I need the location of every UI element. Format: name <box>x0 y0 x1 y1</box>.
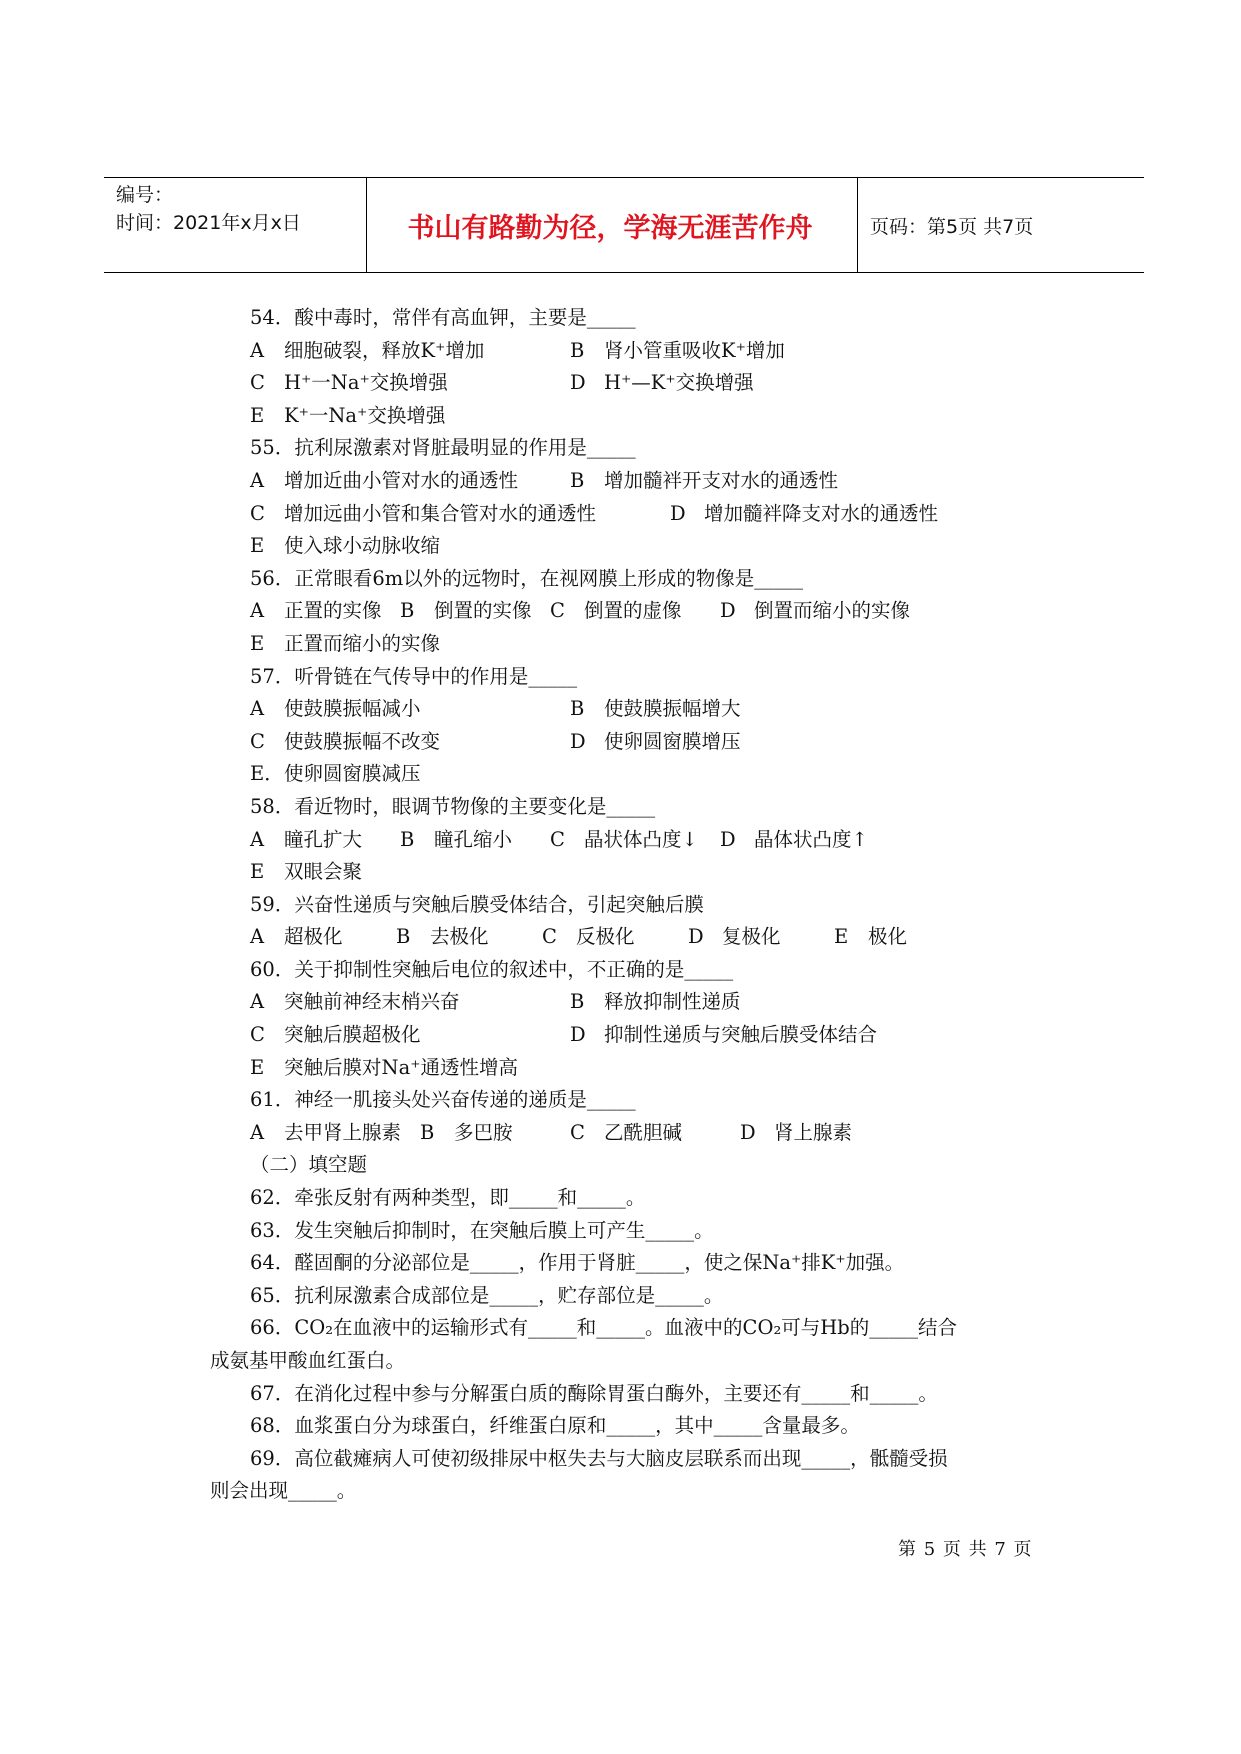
option-letter: C <box>570 1120 585 1144</box>
option <box>570 1019 877 1052</box>
option <box>720 595 910 628</box>
option <box>542 921 688 954</box>
option-letter: D <box>570 1023 586 1047</box>
option <box>250 335 570 368</box>
option <box>250 628 440 661</box>
option-text: 增加髓袢开支对水的通透性 <box>604 468 839 492</box>
option-text: 增加远曲小管和集合管对水的通透性 <box>284 501 597 525</box>
option <box>570 335 785 368</box>
header-divider-left <box>366 178 367 272</box>
question-stem: 60．关于抑制性突触后电位的叙述中，不正确的是_____ <box>250 957 734 981</box>
exam-content <box>210 302 1050 1508</box>
options-row <box>210 726 1050 759</box>
option-letter: E <box>250 631 265 655</box>
options-row <box>210 921 1050 954</box>
fill-question: 69．高位截瘫病人可使初级排尿中枢失去与大脑皮层联系而出现_____，骶髓受损 <box>250 1446 948 1470</box>
option <box>400 595 550 628</box>
option-text: 倒置而缩小的实像 <box>754 599 911 623</box>
option-text: 使鼓膜振幅不改变 <box>284 729 441 753</box>
option-letter: B <box>400 599 415 623</box>
option <box>250 465 570 498</box>
option-letter: A <box>250 468 265 492</box>
option-text: 瞳孔缩小 <box>434 827 513 851</box>
option <box>550 595 720 628</box>
options-row <box>210 595 1050 628</box>
option-letter: A <box>250 925 265 949</box>
option-letter: B <box>400 827 415 851</box>
option <box>250 693 570 726</box>
option-letter: C <box>250 501 265 525</box>
page-footer: 第 5 页 共 7 页 <box>898 1539 1033 1560</box>
option <box>250 824 400 857</box>
fill-question: 62．牵张反射有两种类型，即_____和_____。 <box>250 1186 646 1210</box>
option-letter: B <box>396 925 411 949</box>
option-text: 倒置的虚像 <box>584 599 682 623</box>
option-letter: D <box>570 371 586 395</box>
option-letter: E <box>250 403 265 427</box>
options-row <box>210 1052 1050 1085</box>
option <box>250 367 570 400</box>
option-letter: B <box>570 990 585 1014</box>
option-letter: A <box>250 990 265 1014</box>
option-letter: C <box>550 599 565 623</box>
options-row <box>210 400 1050 433</box>
header-motto: 书山有路勤为径，学海无涯苦作舟 <box>407 212 813 244</box>
option <box>420 1117 570 1150</box>
option-letter: A <box>250 599 265 623</box>
option-text: 释放抑制性递质 <box>604 990 741 1014</box>
option <box>250 530 440 563</box>
option-text: 突触后膜超极化 <box>284 1023 421 1047</box>
option-letter: E <box>250 1055 265 1079</box>
option <box>570 367 754 400</box>
option <box>570 726 741 759</box>
option-text: 超极化 <box>284 925 343 949</box>
question-stem: 54．酸中毒时，常伴有高血钾，主要是_____ <box>250 306 636 329</box>
options-row <box>210 1019 1050 1052</box>
option <box>250 595 400 628</box>
option-letter: C <box>550 827 565 851</box>
option-letter: E <box>250 860 265 884</box>
question-stem: 57．听骨链在气传导中的作用是_____ <box>250 664 578 688</box>
option-text: 使鼓膜振幅减小 <box>284 697 421 721</box>
options-row <box>210 758 1050 791</box>
fill-question-continued: 则会出现_____。 <box>210 1479 357 1503</box>
option-text: 晶状体凸度↓ <box>584 827 698 851</box>
option-letter: A <box>250 827 265 851</box>
option <box>720 824 868 857</box>
option <box>396 921 542 954</box>
option <box>570 986 741 1019</box>
fill-question: 65．抗利尿激素合成部位是_____，贮存部位是_____。 <box>250 1283 724 1307</box>
option-letter: D <box>670 501 686 525</box>
option <box>250 1019 570 1052</box>
fill-question: 67．在消化过程中参与分解蛋白质的酶除胃蛋白酶外，主要还有_____和_____。 <box>250 1381 938 1405</box>
option-letter: E <box>834 925 849 949</box>
option-text: 抑制性递质与突触后膜受体结合 <box>604 1023 878 1047</box>
option-text: 双眼会聚 <box>284 860 363 884</box>
option <box>250 921 396 954</box>
option <box>400 824 550 857</box>
options-row <box>210 856 1050 889</box>
option-letter: E． <box>250 762 284 786</box>
question-stem: 55．抗利尿激素对肾脏最明显的作用是_____ <box>250 436 636 460</box>
fill-question: 68．血浆蛋白分为球蛋白，纤维蛋白原和_____，其中_____含量最多。 <box>250 1414 860 1438</box>
option-text: 去极化 <box>430 925 489 949</box>
header-meta <box>116 178 356 275</box>
fill-question-continued: 成氨基甲酸血红蛋白。 <box>210 1349 406 1372</box>
option-letter: B <box>420 1120 435 1144</box>
option-letter: C <box>250 371 265 395</box>
option-text: 瞳孔扩大 <box>284 827 363 851</box>
fill-question: 64．醛固酮的分泌部位是_____，作用于肾脏_____，使之保Na⁺排K⁺加强。 <box>250 1251 905 1275</box>
option <box>570 1117 740 1150</box>
option-letter: D <box>688 925 704 949</box>
option <box>740 1117 852 1150</box>
options-row <box>210 367 1050 400</box>
option-text: 增加近曲小管对水的通透性 <box>284 468 519 492</box>
option-text: 使入球小动脉收缩 <box>284 534 441 558</box>
option <box>250 758 421 791</box>
options-row <box>210 530 1050 563</box>
date-label: 时间：2021年x月x日 <box>116 212 301 234</box>
option <box>250 498 670 531</box>
option <box>570 693 741 726</box>
option <box>570 465 838 498</box>
option <box>250 986 570 1019</box>
option-text: 乙酰胆碱 <box>604 1120 683 1144</box>
option-letter: B <box>570 697 585 721</box>
option-text: 增加髓袢降支对水的通透性 <box>704 501 939 525</box>
option-text: 使鼓膜振幅增大 <box>604 697 741 721</box>
option <box>834 921 907 954</box>
option <box>670 498 938 531</box>
option <box>688 921 834 954</box>
option-text: 极化 <box>868 925 908 949</box>
option <box>550 824 720 857</box>
option-letter: E <box>250 534 265 558</box>
option-text: 突触后膜对Na⁺通透性增高 <box>284 1055 518 1079</box>
option-letter: A <box>250 697 265 721</box>
option-text: 肾上腺素 <box>774 1120 853 1144</box>
question-stem: 61．神经一肌接头处兴奋传递的递质是_____ <box>250 1088 636 1112</box>
fill-question: 63．发生突触后抑制时，在突触后膜上可产生_____。 <box>250 1218 714 1242</box>
option-text: 正置的实像 <box>284 599 382 623</box>
option-text: H⁺一Na⁺交换增强 <box>284 371 448 395</box>
question-stem: 59．兴奋性递质与突触后膜受体结合，引起突触后膜 <box>250 892 704 916</box>
option-letter: D <box>740 1120 756 1144</box>
option-text: 突触前神经末梢兴奋 <box>284 990 460 1014</box>
section-title: （二）填空题 <box>250 1153 368 1177</box>
options-row <box>210 693 1050 726</box>
option-text: K⁺一Na⁺交换增强 <box>284 403 446 427</box>
question-stem: 58．看近物时，眼调节物像的主要变化是_____ <box>250 794 656 818</box>
option-text: 肾小管重吸收K⁺增加 <box>604 338 785 362</box>
header-divider-right <box>857 178 858 272</box>
option-letter: C <box>250 729 265 753</box>
options-row <box>210 824 1050 857</box>
option-letter: A <box>250 1120 265 1144</box>
option <box>250 1052 518 1085</box>
option-text: 反极化 <box>576 925 635 949</box>
option-text: 使卵圆窗膜减压 <box>284 762 421 786</box>
options-row <box>210 465 1050 498</box>
option-letter: C <box>542 925 557 949</box>
option-letter: B <box>570 338 585 362</box>
option <box>250 400 445 433</box>
option-letter: A <box>250 338 265 362</box>
option-text: 倒置的实像 <box>434 599 532 623</box>
option-text: 多巴胺 <box>454 1120 513 1144</box>
option-text: H⁺—K⁺交换增强 <box>604 371 754 395</box>
option <box>250 726 570 759</box>
options-row <box>210 986 1050 1019</box>
option-letter: C <box>250 1023 265 1047</box>
options-row <box>210 498 1050 531</box>
options-row <box>210 335 1050 368</box>
serial-label: 编号： <box>116 184 174 206</box>
option-text: 细胞破裂，释放K⁺增加 <box>284 338 485 362</box>
options-row <box>210 628 1050 661</box>
header-page-code: 页码：第5页 共7页 <box>870 215 1034 238</box>
option <box>250 1117 420 1150</box>
options-row <box>210 1117 1050 1150</box>
option <box>250 856 362 889</box>
option-text: 复极化 <box>722 925 781 949</box>
fill-question: 66．CO₂在血液中的运输形式有_____和_____。血液中的CO₂可与Hb的_____结合 <box>250 1316 957 1340</box>
option-text: 晶体状凸度↑ <box>754 827 868 851</box>
option-text: 使卵圆窗膜增压 <box>604 729 741 753</box>
option-letter: D <box>720 599 736 623</box>
option-text: 正置而缩小的实像 <box>284 631 441 655</box>
option-letter: B <box>570 468 585 492</box>
option-text: 去甲肾上腺素 <box>284 1120 402 1144</box>
option-letter: D <box>570 729 586 753</box>
question-stem: 56．正常眼看6m以外的远物时，在视网膜上形成的物像是_____ <box>250 566 803 590</box>
option-letter: D <box>720 827 736 851</box>
